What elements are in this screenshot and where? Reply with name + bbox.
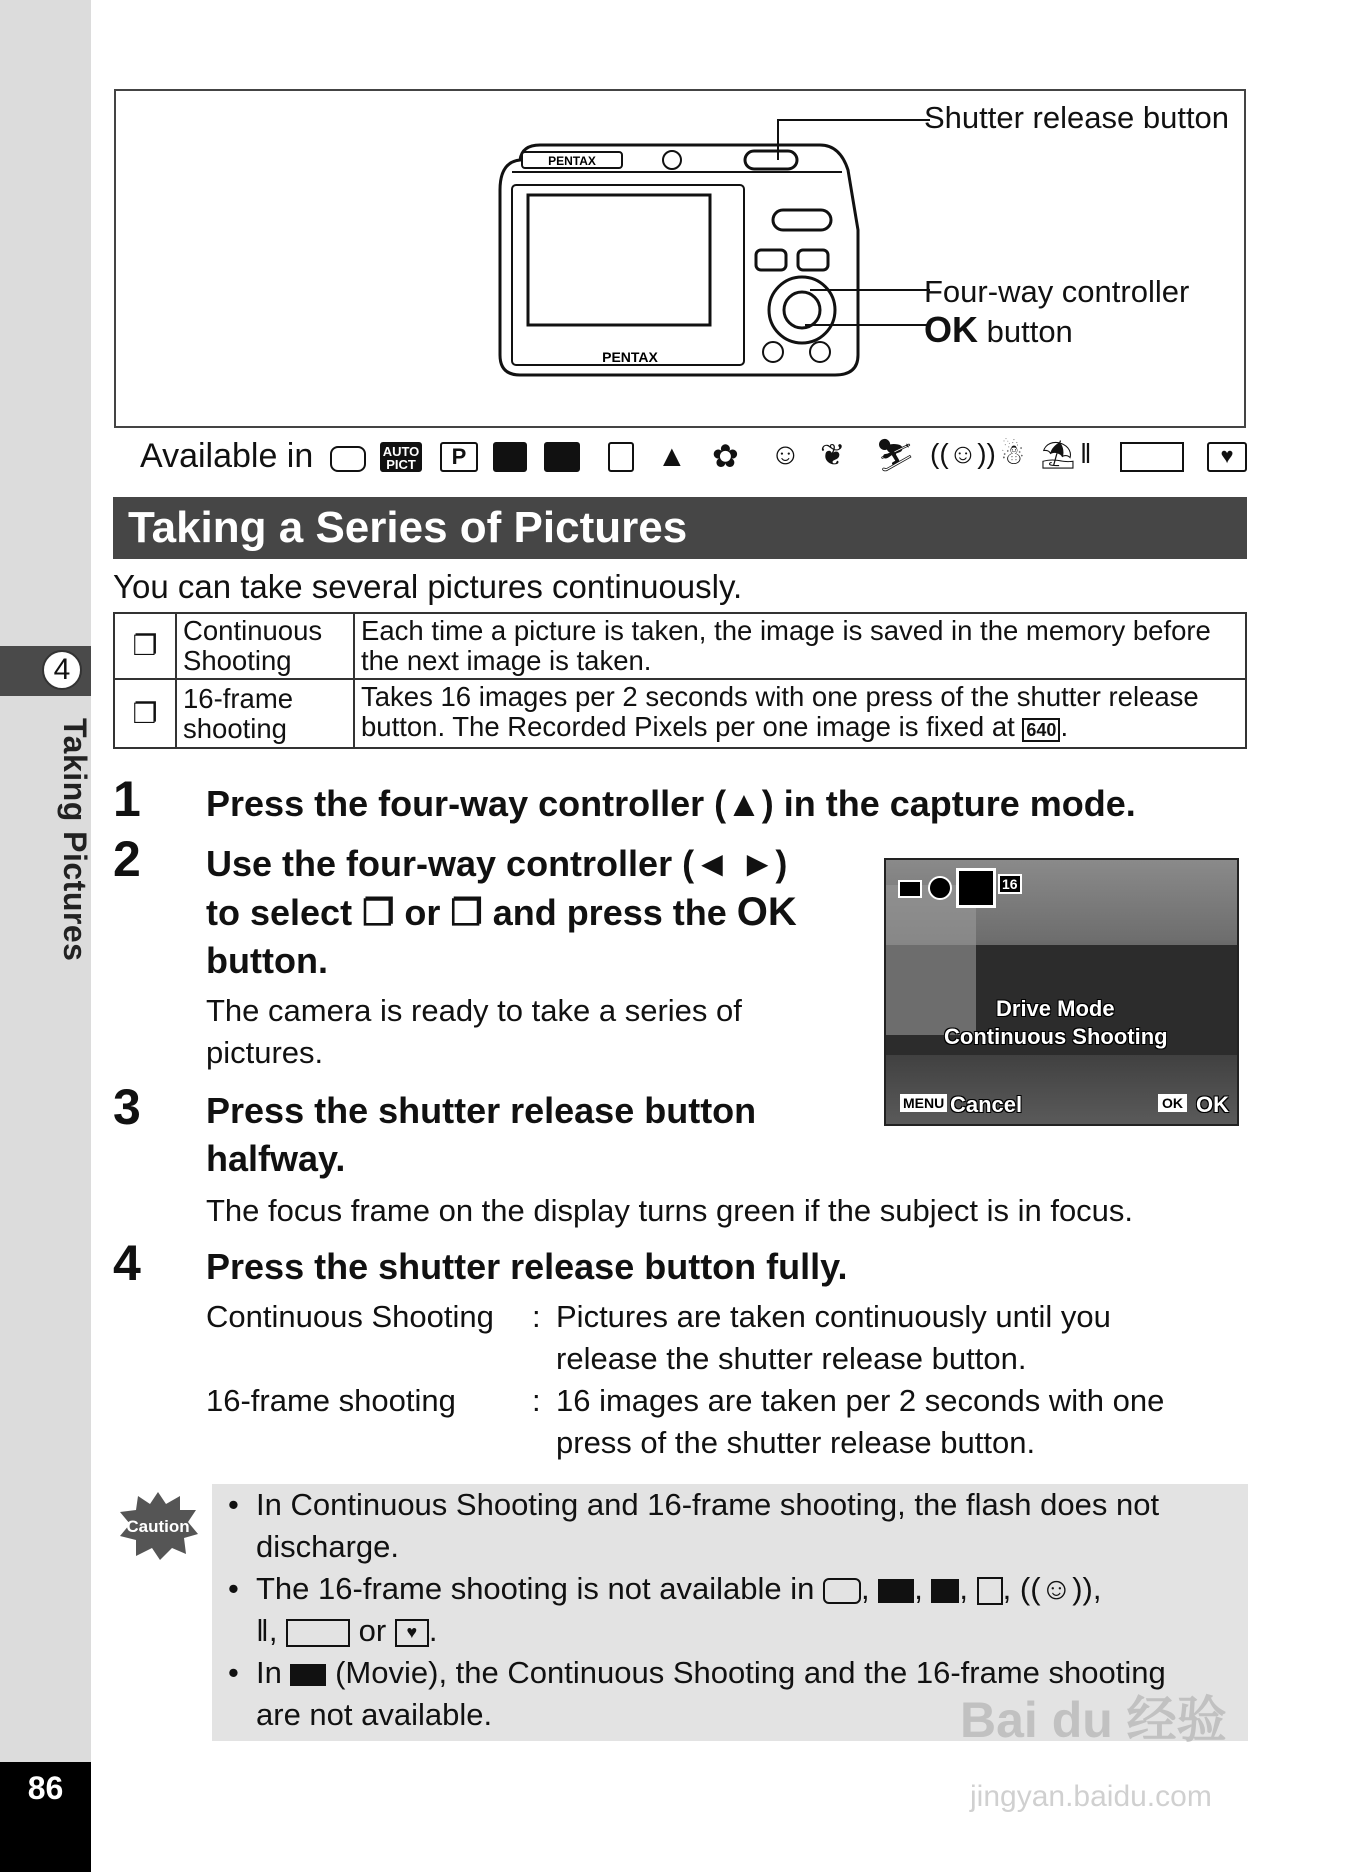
caution-bullet-1: In Continuous Shooting and 16-frame shooting, the flash does not discharge. xyxy=(256,1487,1160,1564)
16-frame-icon: ❐ xyxy=(450,892,483,933)
page-number: 86 xyxy=(27,1770,64,1806)
caution-bullet-2: The 16-frame shooting is not available in , , , , ((☺)), ǁ, or ♥ . xyxy=(256,1571,1102,1648)
table-row xyxy=(114,679,1246,748)
night-scene-icon xyxy=(931,1579,959,1603)
chapter-title: Taking Pictures xyxy=(57,718,93,962)
camera-lcd-screenshot xyxy=(884,858,1239,1126)
ok-symbol: OK xyxy=(924,309,978,350)
portrait-icon xyxy=(608,442,634,472)
lcd-drive-mode-title: Drive Mode xyxy=(996,996,1115,1021)
kids-icon: ☃ xyxy=(1000,439,1026,470)
result-term: Continuous Shooting xyxy=(206,1299,494,1334)
night-portrait-icon xyxy=(544,442,580,472)
frame-composite-icon: ♥ xyxy=(395,1619,429,1647)
brand-front: PENTAX xyxy=(602,349,658,365)
continuous-shooting-icon: ❐ xyxy=(114,613,176,679)
step-2-number: 2 xyxy=(113,831,141,887)
power-button xyxy=(663,151,681,169)
result-description: Pictures are taken continuously until you release the shutter release button. xyxy=(556,1299,1111,1376)
pixel-size-badge: 640 xyxy=(1022,718,1060,742)
result-description: 16 images are taken per 2 seconds with one press of the shutter release button. xyxy=(556,1383,1165,1460)
section-title: Taking a Series of Pictures xyxy=(128,503,688,552)
lcd-ok-key: OK xyxy=(1158,1094,1187,1112)
sport-icon: ⛷ xyxy=(875,437,916,473)
callout-four-way: Four-way controller xyxy=(924,274,1190,309)
brand-top: PENTAX xyxy=(548,154,596,168)
food-icon: ǁ xyxy=(256,1613,269,1648)
step-3-text: Press the shutter release button halfway. xyxy=(206,1090,757,1179)
callout-lines xyxy=(770,110,940,350)
step-4-number: 4 xyxy=(113,1235,141,1291)
mode-name: Continuous Shooting xyxy=(176,613,354,679)
step-4-text: Press the shutter release button fully. xyxy=(206,1246,848,1287)
continuous-shooting-icon: ❐ xyxy=(362,892,395,933)
auto-pict-icon: AUTO PICT xyxy=(380,442,422,472)
caution-icon xyxy=(116,1490,200,1560)
night-scene-icon xyxy=(493,442,527,472)
drive-modes-table xyxy=(113,612,1247,749)
watermark: Bai du 经验 xyxy=(960,1692,1227,1748)
mode-description: Each time a picture is taken, the image is saved in the memory before the next image is taken. xyxy=(354,613,1246,679)
soft-portrait-icon: ☺ xyxy=(770,438,801,471)
lcd-continuous-shooting-icon-selected xyxy=(956,868,996,908)
auto-camera-icon xyxy=(330,446,366,472)
lcd-16-frame-icon: 16 xyxy=(998,874,1022,894)
chapter-number: 4 xyxy=(42,650,82,690)
landscape-icon: ▲ xyxy=(657,440,687,473)
auto-camera-icon xyxy=(823,1578,861,1604)
step-1-text: Press the four-way controller (▲) in the capture mode. xyxy=(206,783,1136,824)
watermark-url: jingyan.baidu.com xyxy=(970,1780,1212,1813)
lcd-single-frame-icon xyxy=(898,880,922,898)
food-icon: ǁ xyxy=(1080,438,1092,469)
lcd-menu-key: MENU xyxy=(900,1094,947,1112)
caution-bullet-3: In (Movie), the Continuous Shooting and the 16-frame shooting are not available. xyxy=(256,1655,1166,1732)
section-intro: You can take several pictures continuously. xyxy=(113,568,743,605)
mode-description: Takes 16 images per 2 seconds with one press of the shutter release button. The Recorded Pixels per one image is fixed at xyxy=(361,681,1199,742)
ok-symbol: OK xyxy=(736,890,797,934)
result-term: 16-frame shooting xyxy=(206,1383,456,1418)
step-1-number: 1 xyxy=(113,771,141,827)
callout-shutter: Shutter release button xyxy=(924,100,1230,135)
program-icon: P xyxy=(440,442,478,472)
panorama-icon xyxy=(286,1619,350,1647)
step-3-body: The focus frame on the display turns green if the subject is in focus. xyxy=(206,1193,1134,1228)
flower-icon: ✿ xyxy=(712,438,739,474)
available-in-label: Available in xyxy=(140,437,314,475)
surf-snow-icon: ((☺)) xyxy=(1019,1571,1093,1606)
beach-icon: ⛱ xyxy=(1040,439,1076,470)
16-frame-icon: ❐ xyxy=(114,679,176,748)
result-separator: : xyxy=(532,1383,541,1418)
lcd-self-timer-icon xyxy=(928,876,952,900)
movie-icon xyxy=(290,1664,326,1686)
auto-pict-icon xyxy=(878,1579,914,1603)
mode-name: 16-frame shooting xyxy=(176,679,354,748)
portrait-icon xyxy=(977,1577,1003,1605)
table-row xyxy=(114,613,1246,679)
lcd-cancel-label: Cancel xyxy=(950,1092,1023,1117)
frame-composite-icon: ♥ xyxy=(1207,442,1247,472)
surf-snow-icon: ((☺)) xyxy=(930,438,996,469)
callout-ok xyxy=(924,309,1073,351)
caution-label: Caution xyxy=(126,1517,190,1536)
lcd-drive-mode-value: Continuous Shooting xyxy=(944,1024,1168,1049)
lcd-screen-outline xyxy=(528,195,710,325)
callout-ok-text: button xyxy=(978,314,1073,349)
mode-description-cell: Takes 16 images per 2 seconds with one press of the shutter release button. The Recorded Pixels per one image is fixed at 640 . xyxy=(354,679,1246,748)
lcd-ok-label: OK xyxy=(1196,1092,1229,1117)
result-separator: : xyxy=(532,1299,541,1334)
step-2-body: The camera is ready to take a series of pictures. xyxy=(206,993,742,1070)
step-2-text: Use the four-way controller (◄ ►) to select ❐ or ❐ and press the OK button. xyxy=(206,843,797,981)
step-3-number: 3 xyxy=(113,1079,141,1135)
pet-icon: ❦ xyxy=(820,439,846,472)
panorama-icon xyxy=(1120,442,1184,472)
